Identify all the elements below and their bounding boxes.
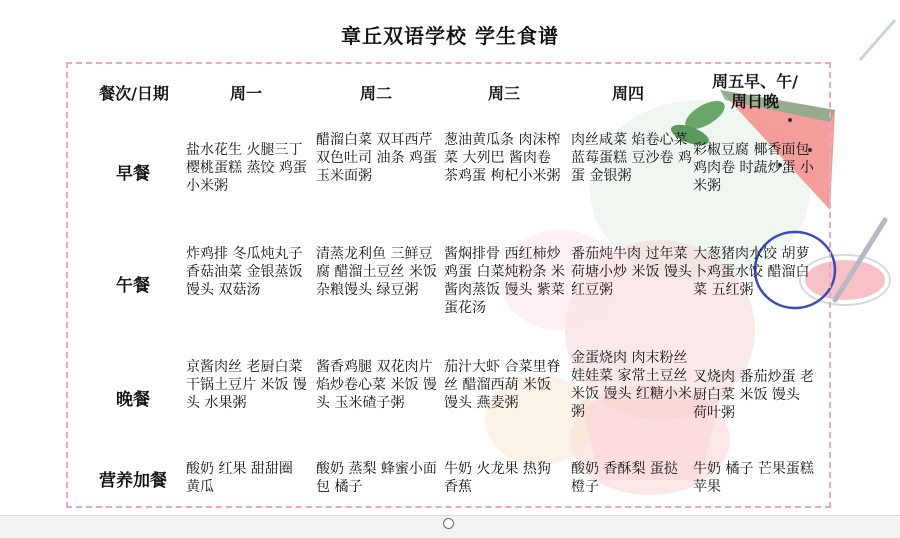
menu-cell: 牛奶 橘子 芒果蛋糕 苹果 [693,461,814,495]
menu-cell: 炸鸡排 冬瓜炖丸子 香菇油菜 金银蒸饭 馒头 双菇汤 [186,246,303,298]
header-corner: 餐次/日期 [99,84,169,103]
menu-cell: 清蒸龙利鱼 三鲜豆腐 醋溜土豆丝 米饭 杂粮馒头 绿豆粥 [316,246,437,298]
menu-cell: 酱香鸡腿 双花肉片 焰炒卷心菜 米饭 馒头 玉米碴子粥 [316,359,437,411]
header-day-mon: 周一 [229,84,262,103]
header-day-fri: 周五早、午/ 周日晚 [712,72,798,111]
menu-cell: 牛奶 火龙果 热狗 香蕉 [444,461,551,495]
menu-cell: 金蛋烧肉 肉末粉丝娃娃菜 家常土豆丝 米饭 馒头 红糖小米粥 [571,350,692,420]
row-label-snack: 营养加餐 [99,471,167,491]
menu-cell: 肉丝咸菜 焰卷心菜 蓝莓蛋糕 豆沙卷 鸡蛋 金银粥 [571,132,692,184]
menu-cell: 番茄炖牛肉 过年菜 荷塘小炒 米饭 馒头 红豆粥 [571,246,692,298]
row-label-dinner: 晚餐 [116,390,150,410]
menu-cell: 京酱肉丝 老厨白菜 干锅土豆片 米饭 馒头 水果粥 [186,359,307,411]
menu-cell: 葱油黄瓜条 肉沫榨菜 大列巴 酱肉卷 茶鸡蛋 枸杞小米粥 [444,132,561,184]
header-day-tue: 周二 [359,84,392,103]
slide-position-indicator[interactable] [443,518,454,529]
menu-cell: 醋溜白菜 双耳西芹 双色吐司 油条 鸡蛋 玉米面粥 [316,132,437,184]
menu-cell: 茄汁大虾 合菜里脊丝 醋溜西葫 米饭 馒头 燕麦粥 [444,359,561,411]
row-label-lunch: 午餐 [116,276,150,296]
menu-cell: 酱焖排骨 西红柿炒鸡蛋 白菜炖粉条 米酱肉蒸饭 馒头 紫菜蛋花汤 [444,246,565,316]
menu-cell: 叉烧肉 番茄炒蛋 老厨白菜 米饭 馒头 荷叶粥 [693,369,814,421]
menu-cell: 大葱猪肉水饺 胡萝卜鸡蛋水饺 醋溜白菜 五红粥 [693,246,810,298]
menu-cell: 盐水花生 火腿三丁 樱桃蛋糕 蒸饺 鸡蛋 小米粥 [186,142,307,194]
menu-cell: 彩椒豆腐 椰香面包 鸡肉卷 时蔬炒蛋 小米粥 [693,142,814,194]
header-day-wed: 周三 [487,84,520,103]
page-title: 章丘双语学校 学生食谱 [341,24,559,48]
menu-cell: 酸奶 蒸梨 蜂蜜小面包 橘子 [316,461,437,495]
row-label-breakfast: 早餐 [116,164,150,184]
header-day-thu: 周四 [611,84,644,103]
menu-cell: 酸奶 红果 甜甜圈 黄瓜 [186,461,293,495]
menu-cell: 酸奶 香酥梨 蛋挞 橙子 [571,461,678,495]
